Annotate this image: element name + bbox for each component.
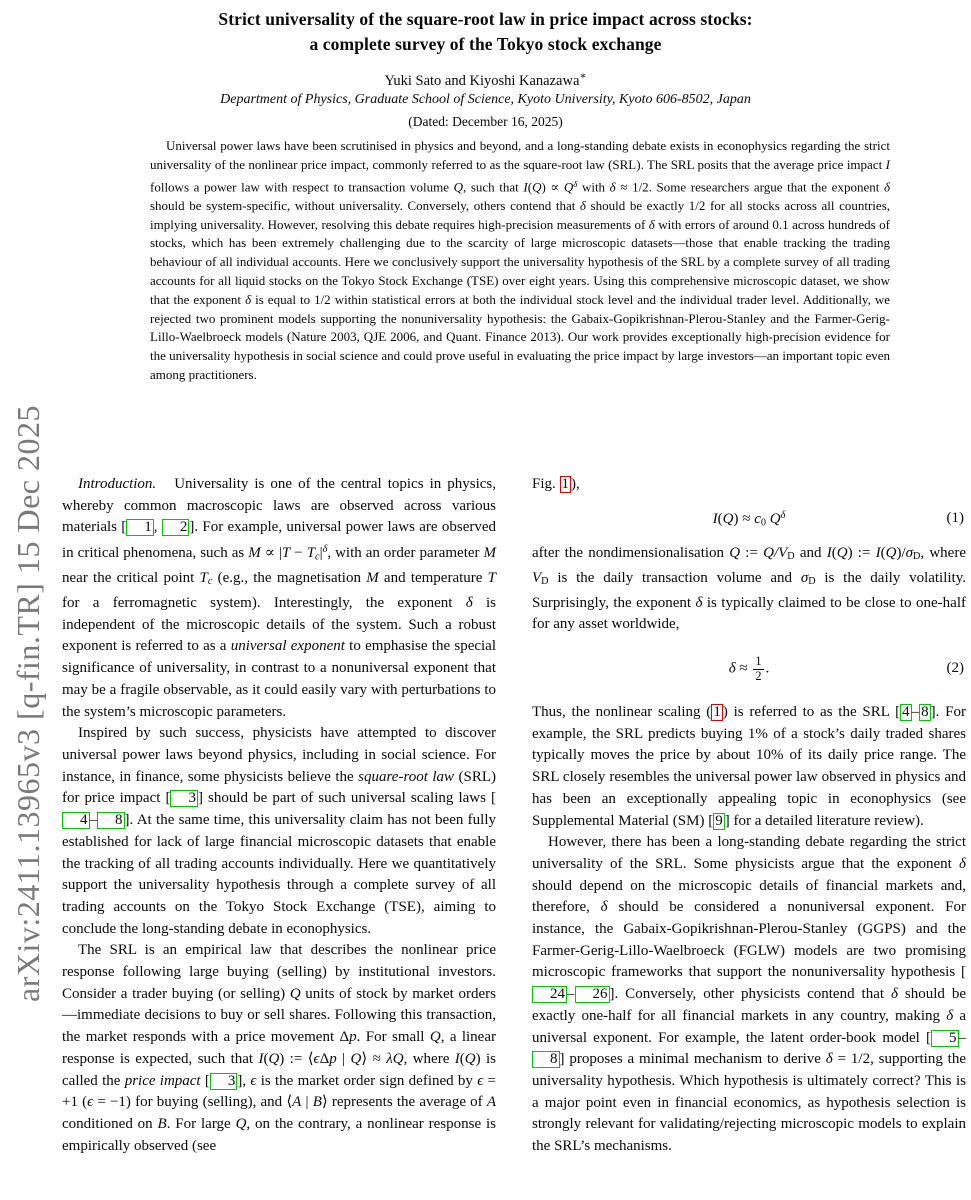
- text-segment: δ: [883, 179, 890, 194]
- title-line-1: Strict universality of the square-root law in price impact across stocks:: [218, 9, 753, 29]
- text-segment: V: [532, 569, 542, 586]
- citation-link[interactable]: 8: [97, 812, 125, 829]
- paragraph-inspired: [62, 723, 496, 940]
- text-segment: ≈ 1/2. Some researchers argue that the exponent: [615, 179, 884, 194]
- paragraph-debate: [532, 832, 966, 1158]
- text-segment: ] proposes a minimal mechanism to derive: [559, 1051, 826, 1068]
- text-segment: ]. For example, universal power laws are observed in critical phenomena, such as: [62, 519, 497, 562]
- text-segment: δ: [648, 216, 655, 232]
- text-segment: (: [831, 544, 837, 561]
- text-segment: –: [89, 812, 97, 829]
- text-segment: The SRL is an empirical law that describes the nonlinear price response following large buying (selling) by institutional investors. Consider a trader buying (or selling): [62, 942, 496, 1002]
- text-segment: )/: [896, 544, 906, 561]
- text-segment: D: [808, 575, 816, 587]
- text-segment: I: [258, 1050, 264, 1067]
- right-column: [532, 474, 966, 1158]
- text-segment: T: [199, 570, 208, 587]
- citation-link[interactable]: 9: [715, 812, 723, 829]
- fraction-numerator: 1: [755, 653, 762, 668]
- abstract: [150, 137, 890, 385]
- text-segment: (: [527, 179, 533, 194]
- text-segment: Q: [235, 1115, 247, 1132]
- text-segment: Q: [532, 179, 542, 194]
- text-segment: ) is called the: [62, 1050, 496, 1089]
- title-line-2: a complete survey of the Tokyo stock exchange: [309, 34, 662, 54]
- text-segment: universal exponent: [230, 638, 345, 655]
- text-segment: . For small: [356, 1029, 430, 1046]
- text-segment: Q: [836, 544, 848, 561]
- paragraph-nondimensionalisation: [532, 543, 966, 636]
- text-segment: Q: [885, 544, 897, 561]
- internal-ref-link[interactable]: 1: [561, 476, 570, 492]
- text-segment: σ: [800, 569, 809, 586]
- text-segment: –: [567, 986, 575, 1003]
- text-segment: Q: [729, 544, 741, 561]
- text-segment: , such that: [462, 179, 524, 194]
- text-segment: conditioned on: [62, 1115, 158, 1132]
- internal-ref-link[interactable]: 1: [713, 704, 721, 721]
- text-segment: (SRL) for price impact [: [62, 768, 496, 807]
- text-segment: square-root law: [358, 768, 455, 785]
- text-segment: units of stock by market orders—immediate decisions to buy or sell shares. Following this transaction, the market responds with a price movement Δ: [62, 985, 496, 1046]
- text-segment: p: [329, 1050, 337, 1067]
- text-segment: M: [483, 545, 497, 562]
- text-segment: Universal power laws have been scrutinised in physics and beyond, and a long-standing debate exists in econophysics regarding the strict universality of the nonlinear price impact, commonly referred to as the square-root law (SRL). The SRL posits that the average price impact: [150, 138, 890, 172]
- text-segment: |: [301, 1094, 313, 1111]
- left-column: [62, 474, 496, 1158]
- equation-1-number: (1): [946, 510, 964, 527]
- text-segment: δ: [825, 1051, 833, 1068]
- text-segment: T: [487, 570, 497, 587]
- text-segment: is typically claimed to be close to one-half for any asset worldwide,: [532, 594, 966, 633]
- text-segment: ],: [237, 1072, 251, 1089]
- text-segment: ]. At the same time, this universality claim has not been fully established for lack of large financial microscopic datasets that enable the tracking of all trading accounts individually. Here we quantitatively support the universality hypothesis through a complete survey of all trading accounts on the Tokyo Stock Exchange (TSE), aiming to conclude the long-standing debate in econophysics.: [62, 812, 496, 937]
- text-segment: , where: [403, 1050, 455, 1067]
- text-segment: should be system-specific, without universality. Conversely, others contend that: [150, 197, 580, 213]
- citation-link[interactable]: 8: [921, 704, 929, 721]
- text-segment: D: [541, 575, 549, 587]
- citation-link[interactable]: 5: [931, 1030, 959, 1047]
- text-segment: and temperature: [378, 570, 488, 587]
- paragraph-introduction: [62, 474, 496, 723]
- text-segment: , with an order parameter: [327, 545, 484, 562]
- equation-2-body: [729, 655, 770, 684]
- text-segment: δ: [959, 855, 966, 872]
- text-segment: is equal to 1/2 within statistical errors at both the individual stock level and the individual trader level. Additionally, we rejected two prominent models supporting the nonuniversality hypothesis: the Gabaix-Gopikrishnan-Plerou-Stanley and the Farmer-Gerig-Lillo-Waelbroeck models (Nature 2003, QJE 2006, and Quant. Finance 2013). Our work provides exceptionally high-precision evidence for the universality hypothesis in social science and could prove useful in evaluating the price impact by large investors—an important topic even among practitioners.: [150, 291, 890, 382]
- author-footnote-marker[interactable]: ∗: [579, 71, 587, 82]
- text-segment: ] for a detailed literature review).: [724, 812, 924, 829]
- text-segment: is the daily volatility. Surprisingly, the exponent: [532, 569, 967, 611]
- text-segment: M: [248, 545, 261, 562]
- text-segment: should depend on the microscopic details of financial markets and, therefore,: [532, 877, 966, 916]
- text-segment: Q: [268, 1050, 280, 1067]
- text-segment: Q: [464, 1050, 476, 1067]
- text-segment: δ: [780, 509, 786, 521]
- text-segment: = 1/2, supporting the universality hypothesis. Which hypothesis is ultimately correct? This is a major point even in financial economics, as hypothesis selection is strongly relevant for validating/rejecting microscopic models to explain the SRL’s mechanisms.: [532, 1051, 966, 1155]
- text-segment: c: [315, 551, 320, 563]
- text-segment: for a ferromagnetic system). Interestingly, the exponent: [62, 595, 466, 612]
- text-segment: Q: [563, 179, 574, 194]
- citation-link[interactable]: 4: [62, 812, 90, 829]
- citation-link[interactable]: 3: [170, 790, 198, 807]
- text-segment: (: [880, 544, 886, 561]
- text-segment: . For large: [166, 1115, 236, 1132]
- citation-link[interactable]: 1: [126, 519, 154, 536]
- text-segment: should be exactly 1/2 for all stocks across all countries, implying universality. However, resolving this debate requires high-precision measurements of: [150, 197, 891, 232]
- equation-1: [532, 505, 966, 534]
- paragraph-srl-naming: [532, 702, 966, 832]
- paper-header: [0, 0, 971, 130]
- text-segment: ) ≈: [733, 510, 755, 527]
- arxiv-banner: arXiv:2411.13965v3 [q-fin.TR] 15 Dec 2025: [10, 405, 46, 1002]
- text-segment: .: [765, 660, 770, 677]
- text-segment: Q/V: [763, 544, 788, 561]
- text-segment: Δ: [319, 1050, 330, 1067]
- text-segment: [: [200, 1072, 210, 1089]
- text-segment: Universality is one of the central topics in physics, whereby common macroscopic laws are observed across various materials [: [62, 476, 496, 536]
- text-segment: = −1) for buying (selling), and ⟨: [93, 1094, 293, 1111]
- text-segment: ) := ⟨: [279, 1050, 314, 1067]
- text-segment: ϵ: [477, 1072, 484, 1089]
- affiliation-line: Department of Physics, Graduate School of Science, Kyoto University, Kyoto 606-8502, Japan: [220, 91, 751, 107]
- text-segment: I: [523, 179, 528, 194]
- text-segment: Inspired by such success, physicists have attempted to discover universal power laws beyond physics, including in social science. For instance, in finance, some physicists believe the: [62, 725, 496, 785]
- equation-2: [532, 647, 966, 691]
- text-segment: a universal exponent. For example, the latent order-book model [: [532, 1007, 966, 1046]
- text-segment: Q: [453, 179, 463, 194]
- text-segment: I: [826, 544, 832, 561]
- authors-names: Yuki Sato and Kiyoshi Kanazawa: [384, 72, 580, 89]
- text-segment: with: [577, 179, 610, 194]
- text-segment: T: [281, 545, 291, 562]
- text-segment: D: [913, 550, 921, 562]
- paper-title: [0, 7, 971, 57]
- text-segment: ϵ: [250, 1072, 257, 1089]
- text-segment: δ: [695, 594, 703, 611]
- text-segment: I: [875, 544, 881, 561]
- text-segment: p: [349, 1029, 357, 1046]
- text-segment: D: [787, 550, 795, 562]
- text-segment: –: [911, 704, 920, 721]
- text-segment: I: [712, 510, 718, 527]
- text-segment: Introduction.: [78, 476, 157, 492]
- text-segment: ≈: [735, 660, 752, 677]
- paragraph-fig-continuation: [532, 474, 966, 496]
- text-segment: B: [312, 1094, 322, 1111]
- text-segment: ) ∝: [541, 179, 564, 194]
- text-segment: A: [486, 1094, 496, 1111]
- citation-link[interactable]: 2: [162, 519, 190, 536]
- text-segment: ) is referred to as the SRL [: [722, 704, 901, 721]
- text-segment: , where: [920, 544, 966, 561]
- text-segment: δ: [245, 291, 252, 307]
- text-segment: A: [292, 1094, 302, 1111]
- text-segment: ϵ: [313, 1050, 320, 1067]
- text-segment: ) :=: [847, 544, 876, 561]
- text-segment: I: [885, 156, 890, 172]
- text-segment: Q: [722, 510, 734, 527]
- authors-line: [0, 70, 971, 90]
- text-segment: σ: [905, 544, 914, 561]
- equation-2-number: (2): [946, 660, 964, 677]
- text-segment: T: [306, 545, 316, 562]
- text-segment: δ: [579, 197, 586, 213]
- text-segment: |: [319, 545, 323, 562]
- text-segment: −: [290, 545, 307, 562]
- text-segment: (e.g., the magnetisation: [212, 570, 367, 587]
- text-segment: However, there has been a long-standing debate regarding the strict universality of the SRL. Some physicists argue that the exponent: [532, 834, 966, 872]
- text-segment: I: [454, 1050, 460, 1067]
- text-segment: ]. For example, the SRL predicts buying 1% of a stock’s daily traded shares typically moves the price by about 10% of its daily price range. The SRL closely resembles the universal power law observed in physics and has been an exceptionally appealing topic in econophysics (see Supplemental Material (SM) [: [532, 704, 966, 829]
- text-segment: δ: [600, 899, 608, 916]
- text-segment: λQ: [386, 1050, 404, 1067]
- text-segment: should be exactly one-half for all financial markets in any country, making: [532, 986, 966, 1024]
- text-segment: after the nondimensionalisation: [532, 544, 730, 561]
- text-segment: δ: [946, 1007, 954, 1024]
- text-segment: B: [157, 1115, 167, 1132]
- text-segment: is the daily transaction volume and: [548, 569, 801, 586]
- text-segment: 0: [760, 517, 766, 529]
- text-segment: :=: [740, 544, 764, 561]
- text-segment: , a linear response is expected, such that: [62, 1029, 496, 1067]
- text-segment: |: [336, 1050, 351, 1067]
- text-segment: ϵ: [87, 1094, 94, 1111]
- text-segment: price impact: [124, 1072, 201, 1089]
- citation-link[interactable]: 26: [575, 986, 610, 1003]
- citation-link[interactable]: 24: [532, 986, 567, 1003]
- text-segment: Q: [769, 510, 781, 527]
- citation-link[interactable]: 8: [532, 1051, 560, 1068]
- text-segment: c: [207, 576, 213, 588]
- body-columns: [62, 474, 966, 1158]
- text-segment: (: [459, 1050, 465, 1067]
- text-segment: c: [754, 510, 761, 527]
- text-segment: ⟩ ≈: [361, 1050, 387, 1067]
- text-segment: and: [794, 544, 827, 561]
- text-segment: is independent of the microscopic details of the system. Such a robust exponent is referred to as a: [62, 595, 496, 655]
- text-segment: = +1 (: [62, 1072, 496, 1111]
- text-segment: (: [717, 510, 723, 527]
- equation-1-body: [713, 505, 786, 534]
- text-segment: ∝ |: [260, 545, 282, 562]
- citation-link[interactable]: 4: [902, 704, 910, 721]
- text-segment: to emphasise the special significance of universality, in contrast to a nonuniversal exponent that may be a fragile observable, as it could easily vary with perturbations to the system’s microscopic parameters.: [62, 638, 497, 720]
- text-segment: follows a power law with respect to transaction volume: [150, 179, 454, 194]
- text-segment: ),: [571, 476, 580, 492]
- text-segment: δ: [573, 178, 578, 189]
- text-segment: with errors of around 0.1 across hundreds of stocks, which has been extremely challenging due to the scarcity of large microscopic datasets—those that enable tracking the trading behaviour of all individual accounts. Here we conclusively support the universality hypothesis of the SRL by a complete survey of all trading accounts for all liquid stocks on the Tokyo Stock Exchange (TSE) over eight years. Using this comprehensive microscopic dataset, we show that the exponent: [150, 216, 890, 307]
- text-segment: ] should be part of such universal scaling laws [: [197, 790, 496, 807]
- text-segment: δ: [728, 660, 736, 677]
- text-segment: M: [366, 570, 379, 587]
- fraction: [753, 655, 763, 684]
- text-segment: ]. Conversely, other physicists contend that: [609, 986, 891, 1003]
- citation-link[interactable]: 3: [210, 1073, 238, 1090]
- text-segment: δ: [890, 986, 898, 1003]
- text-segment: (: [263, 1050, 269, 1067]
- paragraph-srl-definition: [62, 940, 496, 1157]
- text-segment: δ: [322, 544, 328, 556]
- fraction-denominator: 2: [755, 668, 762, 683]
- text-segment: Fig.: [532, 476, 560, 492]
- text-segment: near the critical point: [62, 570, 200, 587]
- text-segment: –: [958, 1029, 966, 1046]
- text-segment: ⟩ represents the average of: [321, 1094, 487, 1111]
- text-segment: is the market order sign defined by: [256, 1072, 478, 1089]
- text-segment: Thus, the nonlinear scaling (: [532, 704, 712, 721]
- text-segment: δ: [465, 595, 473, 612]
- text-segment: Q: [350, 1050, 362, 1067]
- date-line: (Dated: December 16, 2025): [408, 113, 563, 129]
- text-segment: Q: [429, 1029, 441, 1046]
- text-segment: δ: [609, 179, 616, 194]
- text-segment: should be considered a nonuniversal exponent. For instance, the Gabaix-Gopikrishnan-Plerou-Stanley (GGPS) and the Farmer-Gerig-Lillo-Waelbroeck (FGLW) models are two promising microscopic frameworks that support the nonuniversality hypothesis [: [532, 899, 966, 981]
- text-segment: , on the contrary, a nonlinear response is empirically observed (see: [62, 1115, 496, 1154]
- text-segment: ,: [153, 519, 162, 536]
- text-segment: Q: [289, 985, 301, 1002]
